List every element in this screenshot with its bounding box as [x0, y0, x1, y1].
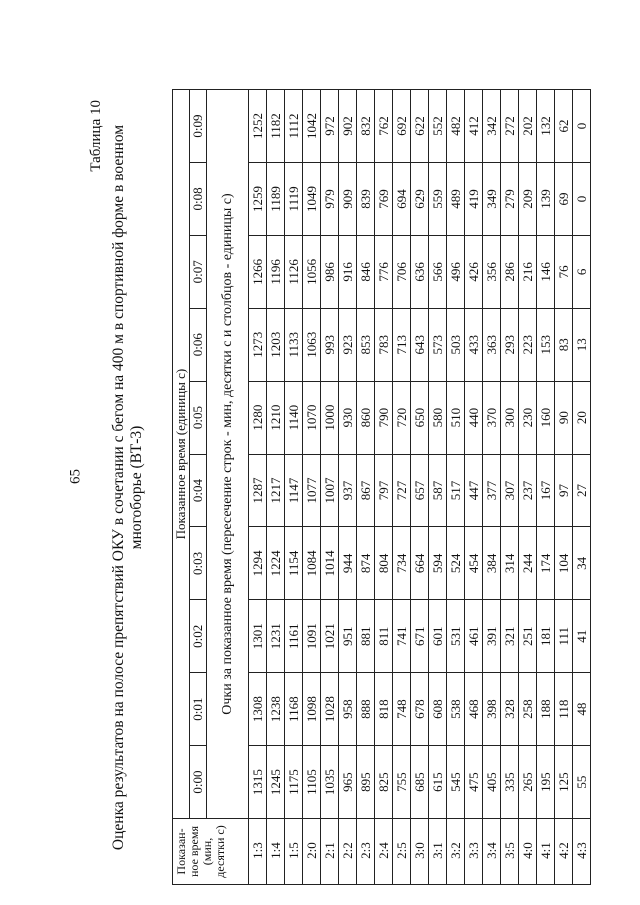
table-cell: 433 — [465, 308, 483, 381]
table-cell: 125 — [555, 746, 573, 819]
table-row — [321, 90, 339, 885]
row-label: 3:2 — [447, 819, 465, 885]
table-cell: 391 — [483, 600, 501, 673]
table-cell: 839 — [357, 162, 375, 235]
group-header: Показанное время (единицы с) — [173, 90, 190, 819]
table-cell: 342 — [483, 90, 501, 163]
table-cell: 314 — [501, 527, 519, 600]
table-cell: 69 — [555, 162, 573, 235]
table-cell: 461 — [465, 600, 483, 673]
table-cell: 1154 — [285, 527, 303, 600]
table-row — [501, 90, 519, 885]
table-cell: 475 — [465, 746, 483, 819]
table-cell: 1203 — [267, 308, 285, 381]
table-cell: 83 — [555, 308, 573, 381]
table-cell: 755 — [393, 746, 411, 819]
table-row — [447, 90, 465, 885]
row-label: 2:2 — [339, 819, 357, 885]
table-cell: 531 — [447, 600, 465, 673]
table-cell: 1070 — [303, 381, 321, 454]
table-cell: 727 — [393, 454, 411, 527]
table-cell: 1287 — [249, 454, 267, 527]
table-cell: 118 — [555, 673, 573, 746]
table-cell: 776 — [375, 235, 393, 308]
table-body — [249, 90, 591, 885]
table-cell: 685 — [411, 746, 429, 819]
rotated-page-content — [88, 90, 640, 885]
table-cell: 97 — [555, 454, 573, 527]
table-cell: 937 — [339, 454, 357, 527]
table-cell: 783 — [375, 308, 393, 381]
table-cell: 251 — [519, 600, 537, 673]
table-row — [483, 90, 501, 885]
table-cell: 587 — [429, 454, 447, 527]
table-cell: 1231 — [267, 600, 285, 673]
table-cell: 804 — [375, 527, 393, 600]
table-cell: 1077 — [303, 454, 321, 527]
table-cell: 90 — [555, 381, 573, 454]
table-cell: 384 — [483, 527, 501, 600]
table-cell: 160 — [537, 381, 555, 454]
table-row — [519, 90, 537, 885]
table-cell: 902 — [339, 90, 357, 163]
table-cell: 363 — [483, 308, 501, 381]
table-cell: 468 — [465, 673, 483, 746]
table-cell: 636 — [411, 235, 429, 308]
table-cell: 657 — [411, 454, 429, 527]
table-cell: 265 — [519, 746, 537, 819]
table-cell: 0 — [573, 90, 591, 163]
table-cell: 818 — [375, 673, 393, 746]
table-cell: 608 — [429, 673, 447, 746]
table-row — [285, 90, 303, 885]
table-cell: 167 — [537, 454, 555, 527]
table-cell: 447 — [465, 454, 483, 527]
table-cell: 741 — [393, 600, 411, 673]
table-cell: 426 — [465, 235, 483, 308]
table-cell: 293 — [501, 308, 519, 381]
table-cell: 1084 — [303, 527, 321, 600]
table-cell: 734 — [393, 527, 411, 600]
corner-header — [173, 819, 249, 885]
caption-line-1: Оценка результатов на полосе препятствий ОКУ в сочетании с бегом на 400 м в спортивной форме в военном — [110, 124, 127, 851]
table-cell: 1210 — [267, 381, 285, 454]
table-caption — [110, 90, 146, 885]
table-cell: 209 — [519, 162, 537, 235]
table-cell: 146 — [537, 235, 555, 308]
column-header: 0:04 — [190, 454, 207, 527]
table-row — [537, 90, 555, 885]
table-cell: 594 — [429, 527, 447, 600]
column-header: 0:08 — [190, 162, 207, 235]
table-cell: 300 — [501, 381, 519, 454]
table-cell: 881 — [357, 600, 375, 673]
table-cell: 1273 — [249, 308, 267, 381]
table-cell: 1196 — [267, 235, 285, 308]
corner-header-line: десятки с) — [213, 825, 227, 878]
table-cell: 720 — [393, 381, 411, 454]
table-cell: 454 — [465, 527, 483, 600]
table-cell: 664 — [411, 527, 429, 600]
table-cell: 1301 — [249, 600, 267, 673]
table-cell: 1315 — [249, 746, 267, 819]
table-cell: 174 — [537, 527, 555, 600]
corner-header-line: ное время — [187, 826, 201, 877]
table-cell: 1035 — [321, 746, 339, 819]
row-label: 3:3 — [465, 819, 483, 885]
table-cell: 1119 — [285, 162, 303, 235]
row-label: 4:0 — [519, 819, 537, 885]
table-cell: 1217 — [267, 454, 285, 527]
table-cell: 48 — [573, 673, 591, 746]
table-cell: 748 — [393, 673, 411, 746]
table-cell: 244 — [519, 527, 537, 600]
table-cell: 1133 — [285, 308, 303, 381]
table-cell: 356 — [483, 235, 501, 308]
table-cell: 496 — [447, 235, 465, 308]
table-cell: 545 — [447, 746, 465, 819]
table-cell: 874 — [357, 527, 375, 600]
table-cell: 398 — [483, 673, 501, 746]
row-label: 2:1 — [321, 819, 339, 885]
table-cell: 1021 — [321, 600, 339, 673]
column-header: 0:03 — [190, 527, 207, 600]
points-note: Очки за показанное время (пересечение строк - мин, десятки с и столбцов - единицы с) — [207, 90, 249, 819]
table-cell: 1294 — [249, 527, 267, 600]
column-header: 0:06 — [190, 308, 207, 381]
column-header: 0:05 — [190, 381, 207, 454]
row-label: 3:1 — [429, 819, 447, 885]
table-cell: 671 — [411, 600, 429, 673]
table-cell: 923 — [339, 308, 357, 381]
corner-header-line: (мин, — [200, 837, 214, 866]
table-cell: 0 — [573, 162, 591, 235]
table-cell: 195 — [537, 746, 555, 819]
table-cell: 55 — [573, 746, 591, 819]
row-label: 4:1 — [537, 819, 555, 885]
table-cell: 258 — [519, 673, 537, 746]
table-cell: 153 — [537, 308, 555, 381]
table-cell: 1105 — [303, 746, 321, 819]
table-cell: 825 — [375, 746, 393, 819]
table-cell: 1245 — [267, 746, 285, 819]
table-row — [465, 90, 483, 885]
table-cell: 811 — [375, 600, 393, 673]
table-cell: 944 — [339, 527, 357, 600]
table-cell: 76 — [555, 235, 573, 308]
table-cell: 972 — [321, 90, 339, 163]
table-cell: 377 — [483, 454, 501, 527]
table-cell: 34 — [573, 527, 591, 600]
table-cell: 181 — [537, 600, 555, 673]
table-row — [573, 90, 591, 885]
row-label: 4:3 — [573, 819, 591, 885]
table-row — [375, 90, 393, 885]
table-row — [267, 90, 285, 885]
table-cell: 111 — [555, 600, 573, 673]
table-cell: 139 — [537, 162, 555, 235]
table-cell: 1238 — [267, 673, 285, 746]
table-row — [339, 90, 357, 885]
table-cell: 846 — [357, 235, 375, 308]
table-cell: 951 — [339, 600, 357, 673]
table-cell: 1007 — [321, 454, 339, 527]
table-cell: 335 — [501, 746, 519, 819]
table-cell: 1259 — [249, 162, 267, 235]
table-cell: 1266 — [249, 235, 267, 308]
table-cell: 909 — [339, 162, 357, 235]
table-cell: 6 — [573, 235, 591, 308]
table-cell: 573 — [429, 308, 447, 381]
table-cell: 272 — [501, 90, 519, 163]
table-cell: 223 — [519, 308, 537, 381]
table-cell: 286 — [501, 235, 519, 308]
table-cell: 538 — [447, 673, 465, 746]
table-cell: 510 — [447, 381, 465, 454]
corner-header-line: Показан- — [174, 828, 188, 875]
table-cell: 601 — [429, 600, 447, 673]
table-cell: 1056 — [303, 235, 321, 308]
row-label: 2:3 — [357, 819, 375, 885]
table-cell: 328 — [501, 673, 519, 746]
table-cell: 1175 — [285, 746, 303, 819]
table-cell: 1168 — [285, 673, 303, 746]
table-cell: 888 — [357, 673, 375, 746]
table-cell: 524 — [447, 527, 465, 600]
table-cell: 678 — [411, 673, 429, 746]
table-cell: 762 — [375, 90, 393, 163]
table-row — [429, 90, 447, 885]
table-cell: 993 — [321, 308, 339, 381]
table-cell: 132 — [537, 90, 555, 163]
row-label: 4:2 — [555, 819, 573, 885]
table-cell: 643 — [411, 308, 429, 381]
table-cell: 503 — [447, 308, 465, 381]
column-header: 0:07 — [190, 235, 207, 308]
table-cell: 237 — [519, 454, 537, 527]
table-cell: 566 — [429, 235, 447, 308]
table-row — [357, 90, 375, 885]
table-cell: 482 — [447, 90, 465, 163]
table-row — [411, 90, 429, 885]
table-cell: 622 — [411, 90, 429, 163]
table-cell: 1161 — [285, 600, 303, 673]
table-cell: 580 — [429, 381, 447, 454]
table-cell: 706 — [393, 235, 411, 308]
table-cell: 419 — [465, 162, 483, 235]
table-cell: 104 — [555, 527, 573, 600]
table-cell: 412 — [465, 90, 483, 163]
row-label: 1:4 — [267, 819, 285, 885]
table-cell: 1098 — [303, 673, 321, 746]
table-cell: 279 — [501, 162, 519, 235]
table-cell: 979 — [321, 162, 339, 235]
table-cell: 13 — [573, 308, 591, 381]
table-cell: 370 — [483, 381, 501, 454]
table-cell: 1049 — [303, 162, 321, 235]
table-cell: 349 — [483, 162, 501, 235]
row-label: 2:4 — [375, 819, 393, 885]
table-cell: 517 — [447, 454, 465, 527]
row-label: 3:0 — [411, 819, 429, 885]
table-cell: 1140 — [285, 381, 303, 454]
column-header: 0:01 — [190, 673, 207, 746]
table-cell: 895 — [357, 746, 375, 819]
table-cell: 1042 — [303, 90, 321, 163]
table-cell: 230 — [519, 381, 537, 454]
score-table — [172, 89, 591, 885]
table-cell: 552 — [429, 90, 447, 163]
table-row — [555, 90, 573, 885]
table-cell: 405 — [483, 746, 501, 819]
table-cell: 694 — [393, 162, 411, 235]
table-cell: 1252 — [249, 90, 267, 163]
table-cell: 62 — [555, 90, 573, 163]
table-cell: 1028 — [321, 673, 339, 746]
row-label: 2:5 — [393, 819, 411, 885]
table-cell: 986 — [321, 235, 339, 308]
row-label: 3:4 — [483, 819, 501, 885]
table-cell: 1308 — [249, 673, 267, 746]
table-cell: 692 — [393, 90, 411, 163]
table-cell: 1091 — [303, 600, 321, 673]
table-cell: 790 — [375, 381, 393, 454]
table-cell: 1147 — [285, 454, 303, 527]
column-header: 0:00 — [190, 746, 207, 819]
table-cell: 20 — [573, 381, 591, 454]
table-cell: 202 — [519, 90, 537, 163]
table-cell: 307 — [501, 454, 519, 527]
table-cell: 853 — [357, 308, 375, 381]
table-cell: 867 — [357, 454, 375, 527]
table-cell: 41 — [573, 600, 591, 673]
table-cell: 832 — [357, 90, 375, 163]
table-cell: 1189 — [267, 162, 285, 235]
column-header: 0:02 — [190, 600, 207, 673]
table-row — [249, 90, 267, 885]
column-header: 0:09 — [190, 90, 207, 163]
row-label: 2:0 — [303, 819, 321, 885]
table-cell: 965 — [339, 746, 357, 819]
table-cell: 489 — [447, 162, 465, 235]
table-cell: 650 — [411, 381, 429, 454]
table-cell: 916 — [339, 235, 357, 308]
caption-line-2: многоборье (ВТ-3) — [128, 425, 145, 550]
table-cell: 1112 — [285, 90, 303, 163]
table-cell: 1224 — [267, 527, 285, 600]
table-cell: 1182 — [267, 90, 285, 163]
row-label: 1:5 — [285, 819, 303, 885]
table-label: Таблица 10 — [88, 100, 104, 172]
row-label: 3:5 — [501, 819, 519, 885]
table-cell: 188 — [537, 673, 555, 746]
table-cell: 559 — [429, 162, 447, 235]
table-cell: 321 — [501, 600, 519, 673]
table-cell: 216 — [519, 235, 537, 308]
table-cell: 27 — [573, 454, 591, 527]
table-cell: 629 — [411, 162, 429, 235]
table-row — [393, 90, 411, 885]
table-cell: 615 — [429, 746, 447, 819]
table-cell: 797 — [375, 454, 393, 527]
table-cell: 769 — [375, 162, 393, 235]
table-cell: 860 — [357, 381, 375, 454]
table-cell: 958 — [339, 673, 357, 746]
page-number: 65 — [67, 469, 84, 484]
table-cell: 1063 — [303, 308, 321, 381]
table-row — [303, 90, 321, 885]
table-cell: 1014 — [321, 527, 339, 600]
row-label: 1:3 — [249, 819, 267, 885]
table-cell: 1280 — [249, 381, 267, 454]
table-cell: 930 — [339, 381, 357, 454]
table-cell: 1126 — [285, 235, 303, 308]
table-cell: 713 — [393, 308, 411, 381]
table-cell: 440 — [465, 381, 483, 454]
table-cell: 1000 — [321, 381, 339, 454]
